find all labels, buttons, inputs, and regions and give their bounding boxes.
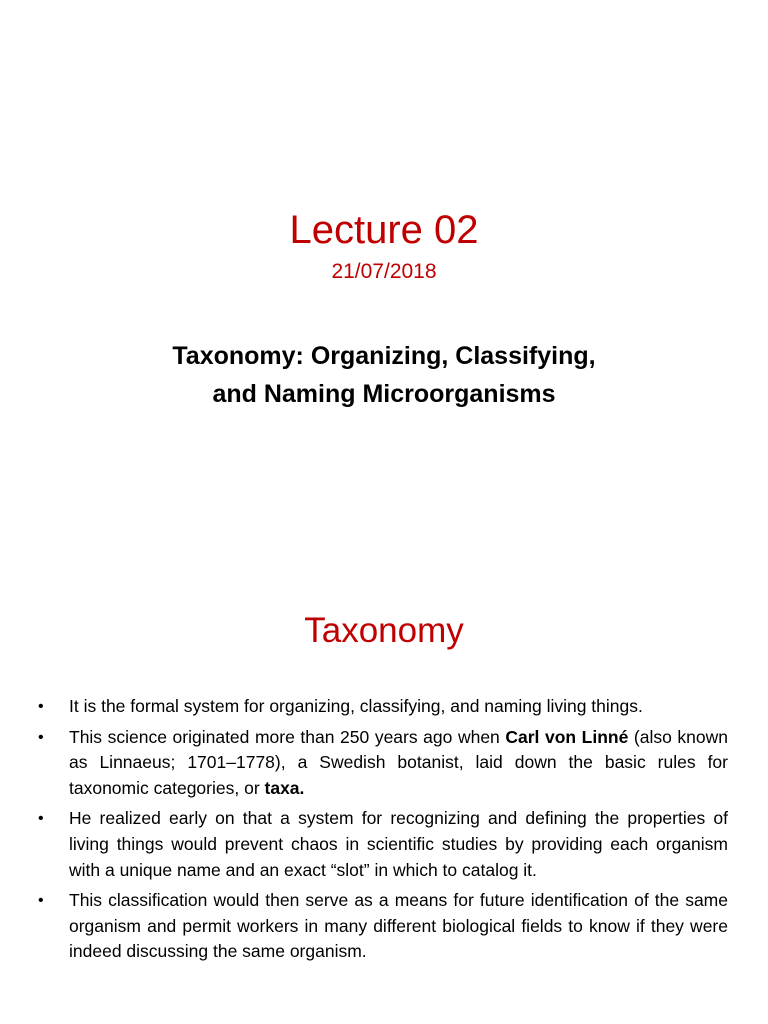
bullet-item: [38, 694, 728, 720]
bullet-icon: •: [38, 728, 44, 746]
bullet-icon: •: [38, 810, 44, 828]
content-slide: [0, 576, 768, 1024]
section-title: Taxonomy: [304, 611, 464, 650]
subtitle-line-2: and Naming Microorganisms: [212, 380, 556, 408]
subtitle-line-1: Taxonomy: Organizing, Classifying,: [172, 342, 596, 370]
bullet-icon: •: [38, 698, 44, 715]
bullet-text-start: This science originated more than 250 years ago when: [69, 726, 506, 747]
bullet-text: He realized early on that a system for recognizing and defining the properties of living things would prevent chaos in scientific studies by providing each organism with a unique name and an exact “slot” in which to catalog it.: [69, 808, 728, 880]
lecture-subtitle: [84, 337, 684, 413]
lecture-date: 21/07/2018: [331, 260, 437, 283]
bullet-list: [0, 694, 768, 970]
bullet-icon: •: [38, 892, 44, 910]
bullet-item: [38, 725, 728, 802]
bullet-item: [38, 888, 728, 965]
bullet-text: It is the formal system for organizing, classifying, and naming living things.: [69, 696, 643, 716]
bullet-bold-name: Carl von Linné: [505, 726, 629, 747]
lecture-title: Lecture 02: [289, 208, 479, 252]
bullet-item: [38, 806, 728, 883]
bullet-bold-term: taxa.: [264, 777, 305, 798]
bullet-text-middle: (also known as Linnaeus; 1701–1778), a Swedish botanist, laid down the basic rules for taxonomic categories, or: [69, 726, 728, 798]
bullet-text: This classification would then serve as a means for future identification of the same organism and permit workers in many different biological fields to know if they were indeed discussing the same organism.: [69, 890, 728, 962]
